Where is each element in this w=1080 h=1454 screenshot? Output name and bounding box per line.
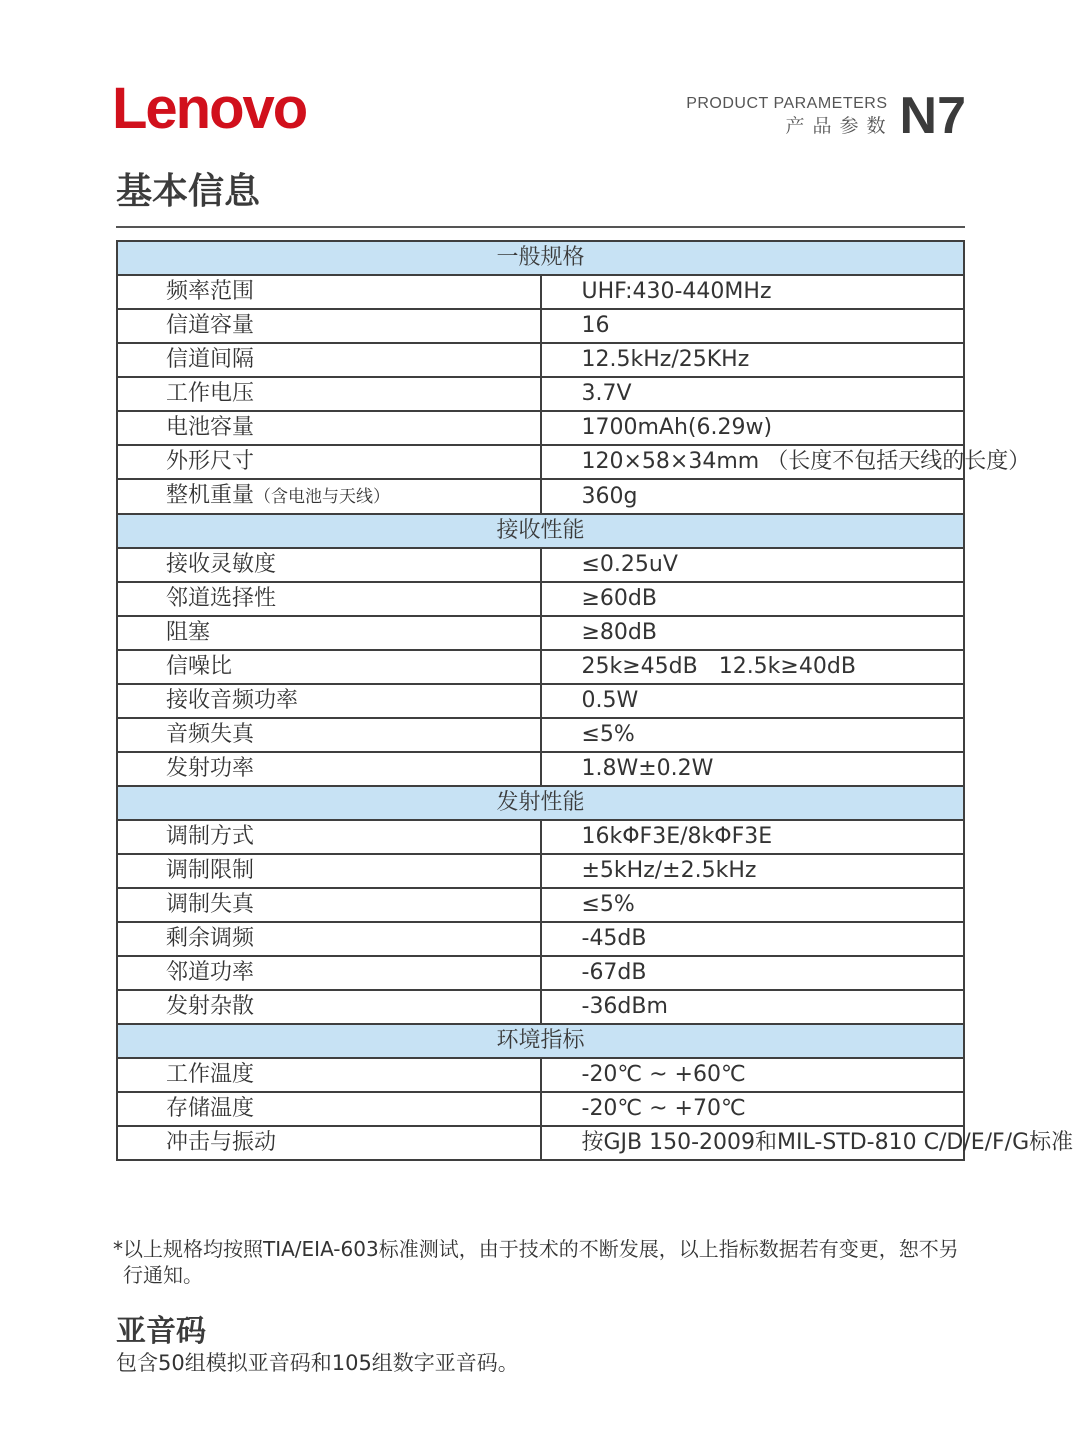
table-row	[117, 922, 964, 956]
row-value: ≤5%	[541, 718, 965, 752]
row-value: ≤5%	[541, 888, 965, 922]
row-value: -20℃ ~ +70℃	[541, 1092, 965, 1126]
table-row	[117, 820, 964, 854]
row-label: 频率范围	[117, 275, 541, 309]
header-label-cn: 产品参数	[785, 115, 894, 137]
table-row	[117, 1092, 964, 1126]
table-row	[117, 377, 964, 411]
group-title: 一般规格	[117, 241, 964, 275]
section-title: 基本信息	[116, 171, 261, 212]
row-label: 调制限制	[117, 854, 541, 888]
group-header-row	[117, 1024, 964, 1058]
footnote	[113, 1236, 973, 1288]
row-label: 信道容量	[117, 309, 541, 343]
table-row	[117, 309, 964, 343]
model-name: N7	[899, 87, 966, 145]
row-label: 阻塞	[117, 616, 541, 650]
spec-table	[116, 240, 1074, 1161]
table-row	[117, 854, 964, 888]
row-label: 接收音频功率	[117, 684, 541, 718]
row-label: 存储温度	[117, 1092, 541, 1126]
group-title: 环境指标	[117, 1024, 964, 1058]
footnote-line: 行通知。	[123, 1263, 203, 1287]
lenovo-logo: Lenovo	[112, 76, 307, 141]
table-row	[117, 990, 964, 1024]
table-row	[117, 445, 964, 479]
table-row	[117, 684, 964, 718]
group-title: 发射性能	[117, 786, 964, 820]
row-value: ≥60dB	[541, 582, 965, 616]
row-value: ±5kHz/±2.5kHz	[541, 854, 965, 888]
table-row	[117, 411, 964, 445]
table-row	[117, 275, 964, 309]
row-label: 工作电压	[117, 377, 541, 411]
row-value: ≥80dB	[541, 616, 965, 650]
row-value: 16	[541, 309, 965, 343]
row-value: 3.7V	[541, 377, 965, 411]
row-label-note: （含电池与天线）	[254, 487, 391, 507]
row-value: -67dB	[541, 956, 965, 990]
row-label: 外形尺寸	[117, 445, 541, 479]
row-label: 调制失真	[117, 888, 541, 922]
row-label: 工作温度	[117, 1058, 541, 1092]
row-label: 电池容量	[117, 411, 541, 445]
group-header-row	[117, 241, 964, 275]
row-label: 整机重量	[166, 483, 255, 508]
group-header-row	[117, 786, 964, 820]
row-value: -36dBm	[541, 990, 965, 1024]
group-header-row	[117, 514, 964, 548]
row-value: 1.8W±0.2W	[541, 752, 965, 786]
table-row	[117, 650, 964, 684]
row-label: 发射杂散	[117, 990, 541, 1024]
product-header	[686, 87, 966, 145]
table-row	[117, 718, 964, 752]
row-label: 邻道选择性	[117, 582, 541, 616]
header-labels	[686, 94, 894, 138]
group-title: 接收性能	[117, 514, 964, 548]
row-label: 调制方式	[117, 820, 541, 854]
table-row	[117, 1058, 964, 1092]
subaudio-title: 亚音码	[116, 1314, 206, 1349]
row-value: 360g	[541, 479, 965, 514]
row-value: UHF:430-440MHz	[541, 275, 965, 309]
row-value: -20℃ ~ +60℃	[541, 1058, 965, 1092]
table-row	[117, 479, 964, 514]
row-value: 25k≥45dB 12.5k≥40dB	[541, 650, 965, 684]
row-label: 信道间隔	[117, 343, 541, 377]
row-label: 冲击与振动	[117, 1126, 541, 1160]
divider	[116, 226, 965, 228]
row-label-cell	[117, 479, 541, 514]
row-label: 发射功率	[117, 752, 541, 786]
row-value: 按GJB 150-2009和MIL-STD-810 C/D/E/F/G标准	[541, 1126, 965, 1160]
row-label: 信噪比	[117, 650, 541, 684]
row-label: 邻道功率	[117, 956, 541, 990]
subaudio-text: 包含50组模拟亚音码和105组数字亚音码。	[116, 1351, 519, 1375]
table-row	[117, 548, 964, 582]
table-row	[117, 888, 964, 922]
row-value: ≤0.25uV	[541, 548, 965, 582]
row-value: -45dB	[541, 922, 965, 956]
table-row	[117, 616, 964, 650]
row-value: 0.5W	[541, 684, 965, 718]
table-row	[117, 582, 964, 616]
row-value: 1700mAh(6.29w)	[541, 411, 965, 445]
row-value: 12.5kHz/25KHz	[541, 343, 965, 377]
footnote-line: *以上规格均按照TIA/EIA-603标准测试，由于技术的不断发展，以上指标数据若有变更，恕不另	[113, 1237, 959, 1261]
row-label: 接收灵敏度	[117, 548, 541, 582]
row-value: 16kΦF3E/8kΦF3E	[541, 820, 965, 854]
table-row	[117, 1126, 964, 1160]
row-value: 120×58×34mm （长度不包括天线的长度）	[541, 445, 965, 479]
row-label: 剩余调频	[117, 922, 541, 956]
header-label-en: PRODUCT PARAMETERS	[686, 95, 888, 112]
table-row	[117, 752, 964, 786]
table-row	[117, 343, 964, 377]
row-label: 音频失真	[117, 718, 541, 752]
table-row	[117, 956, 964, 990]
